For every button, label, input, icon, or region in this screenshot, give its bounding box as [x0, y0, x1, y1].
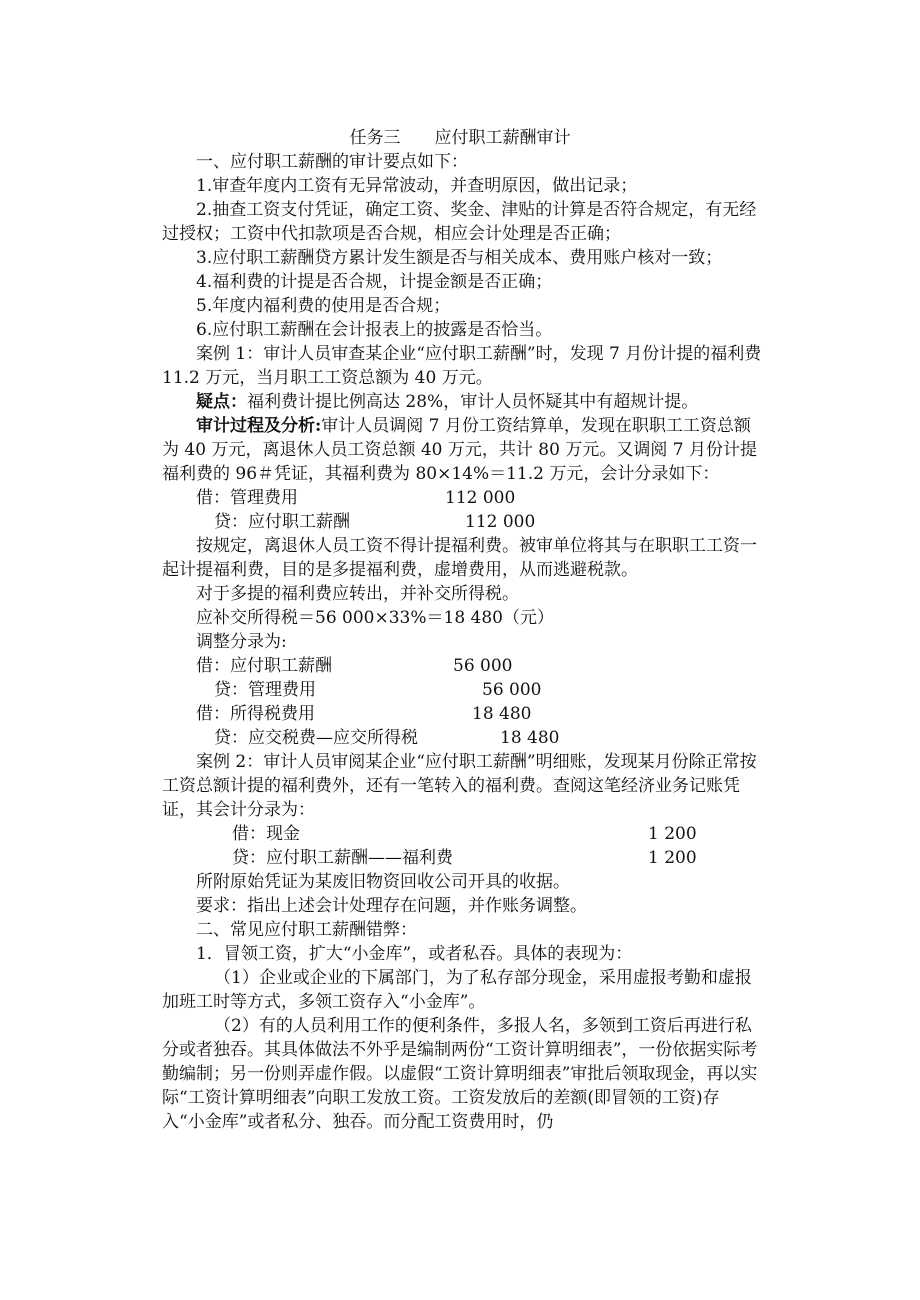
fraud-subitem-1: （1）企业或企业的下属部门，为了私存部分现金，采用虚报考勤和虚报加班工时等方式，多领工资存入“小金库”。	[162, 968, 752, 1012]
title-task-number: 任务三	[349, 128, 401, 148]
doubt-label: 疑点：	[196, 392, 247, 412]
process-text: 审计人员调阅 7 月份工资结算单，发现在职职工工资总额为 40 万元，离退休人员工资总额 40 万元，共计 80 万元。又调阅 7 月份计提福利费的 96＃凭证，其福利费为 80×14%＝11.2 万元，会计分录如下：	[162, 416, 757, 484]
entry-amount: 112 000	[445, 488, 516, 508]
entry-amount: 18 480	[472, 704, 532, 724]
entry-label: 借：所得税费用	[196, 704, 315, 724]
document-body	[162, 150, 762, 1134]
entry-amount: 56 000	[482, 680, 542, 700]
journal-entry-line	[162, 678, 762, 702]
case1-process	[162, 414, 762, 486]
audit-point-4: 4.福利费的计提是否合规，计提金额是否正确；	[196, 272, 553, 292]
journal-entry-line	[162, 726, 762, 750]
audit-point-3: 3.应付职工薪酬贷方累计发生额是否与相关成本、费用账户核对一致；	[196, 248, 723, 268]
entry-label: 贷：应付职工薪酬	[214, 512, 350, 532]
entry-label: 借：管理费用	[196, 488, 298, 508]
audit-point-6: 6.应付职工薪酬在会计报表上的披露是否恰当。	[196, 320, 553, 340]
journal-entry-line	[162, 702, 762, 726]
journal-entry-line	[162, 486, 762, 510]
case2-requirement: 要求：指出上述会计处理存在问题，并作账务调整。	[196, 896, 587, 916]
case1-intro: 案例 1：审计人员审查某企业“应付职工薪酬”时，发现 7 月份计提的福利费 11.2 万元，当月职工工资总额为 40 万元。	[162, 344, 762, 388]
entry-amount: 18 480	[500, 728, 560, 748]
audit-point-1: 1.审查年度内工资有无异常波动，并查明原因，做出记录；	[196, 176, 638, 196]
process-label: 审计过程及分析:	[196, 416, 322, 436]
journal-entry-line	[162, 822, 762, 846]
section1-heading: 一、应付职工薪酬的审计要点如下：	[196, 152, 468, 172]
audit-point-5: 5.年度内福利费的使用是否合规；	[196, 296, 451, 316]
case2-attachment-note: 所附原始凭证为某废旧物资回收公司开具的收据。	[196, 872, 570, 892]
document-title	[0, 126, 920, 150]
journal-entry-line	[162, 654, 762, 678]
case1-rule: 按规定，离退休人员工资不得计提福利费。被审单位将其与在职职工工资一起计提福利费，目的是多提福利费，虚增费用，从而逃避税款。	[162, 536, 757, 580]
audit-point-2: 2.抽查工资支付凭证，确定工资、奖金、津贴的计算是否符合规定，有无经过授权；工资中代扣款项是否合规，相应会计处理是否正确；	[162, 200, 757, 244]
case1-transfer: 对于多提的福利费应转出，并补交所得税。	[196, 584, 519, 604]
section2-heading: 二、常见应付职工薪酬错弊：	[196, 920, 417, 940]
entry-label: 贷：管理费用	[214, 680, 316, 700]
title-topic: 应付职工薪酬审计	[434, 128, 571, 148]
journal-entry-line	[162, 846, 762, 870]
entry-label: 借：现金	[232, 824, 300, 844]
case1-tax-calc: 应补交所得税＝56 000×33%＝18 480（元）	[196, 608, 554, 628]
fraud-subitem-2: （2）有的人员利用工作的便利条件，多报人名，多领到工资后再进行私分或者独吞。其具体做法不外乎是编制两份“工资计算明细表”，一份依据实际考勤编制；另一份则弄虚作假。以虚假“工资计算明细表”审批后领取现金，再以实际“工资计算明细表”向职工发放工资。工资发放后的差额(即冒领的工资)存入“小金库”或者私分、独吞。而分配工资费用时，仍	[162, 1016, 758, 1132]
entry-amount: 1 200	[648, 824, 697, 844]
journal-entry-line	[162, 510, 762, 534]
entry-amount: 1 200	[648, 848, 697, 868]
case1-adjust-label: 调整分录为:	[196, 632, 287, 652]
entry-label: 贷：应付职工薪酬——福利费	[232, 848, 453, 868]
entry-amount: 56 000	[453, 656, 513, 676]
case2-intro: 案例 2：审计人员审阅某企业“应付职工薪酬”明细账，发现某月份除正常按工资总额计提的福利费外，还有一笔转入的福利费。查阅这笔经济业务记账凭证，其会计分录为：	[162, 752, 757, 820]
fraud-item-1: 1．冒领工资，扩大“小金库”，或者私吞。具体的表现为：	[196, 944, 633, 964]
doubt-text: 福利费计提比例高达 28%，审计人员怀疑其中有超规计提。	[247, 392, 699, 412]
entry-label: 借：应付职工薪酬	[196, 656, 332, 676]
entry-amount: 112 000	[465, 512, 536, 532]
case1-doubt	[162, 390, 762, 414]
entry-label: 贷：应交税费—应交所得税	[214, 728, 418, 748]
